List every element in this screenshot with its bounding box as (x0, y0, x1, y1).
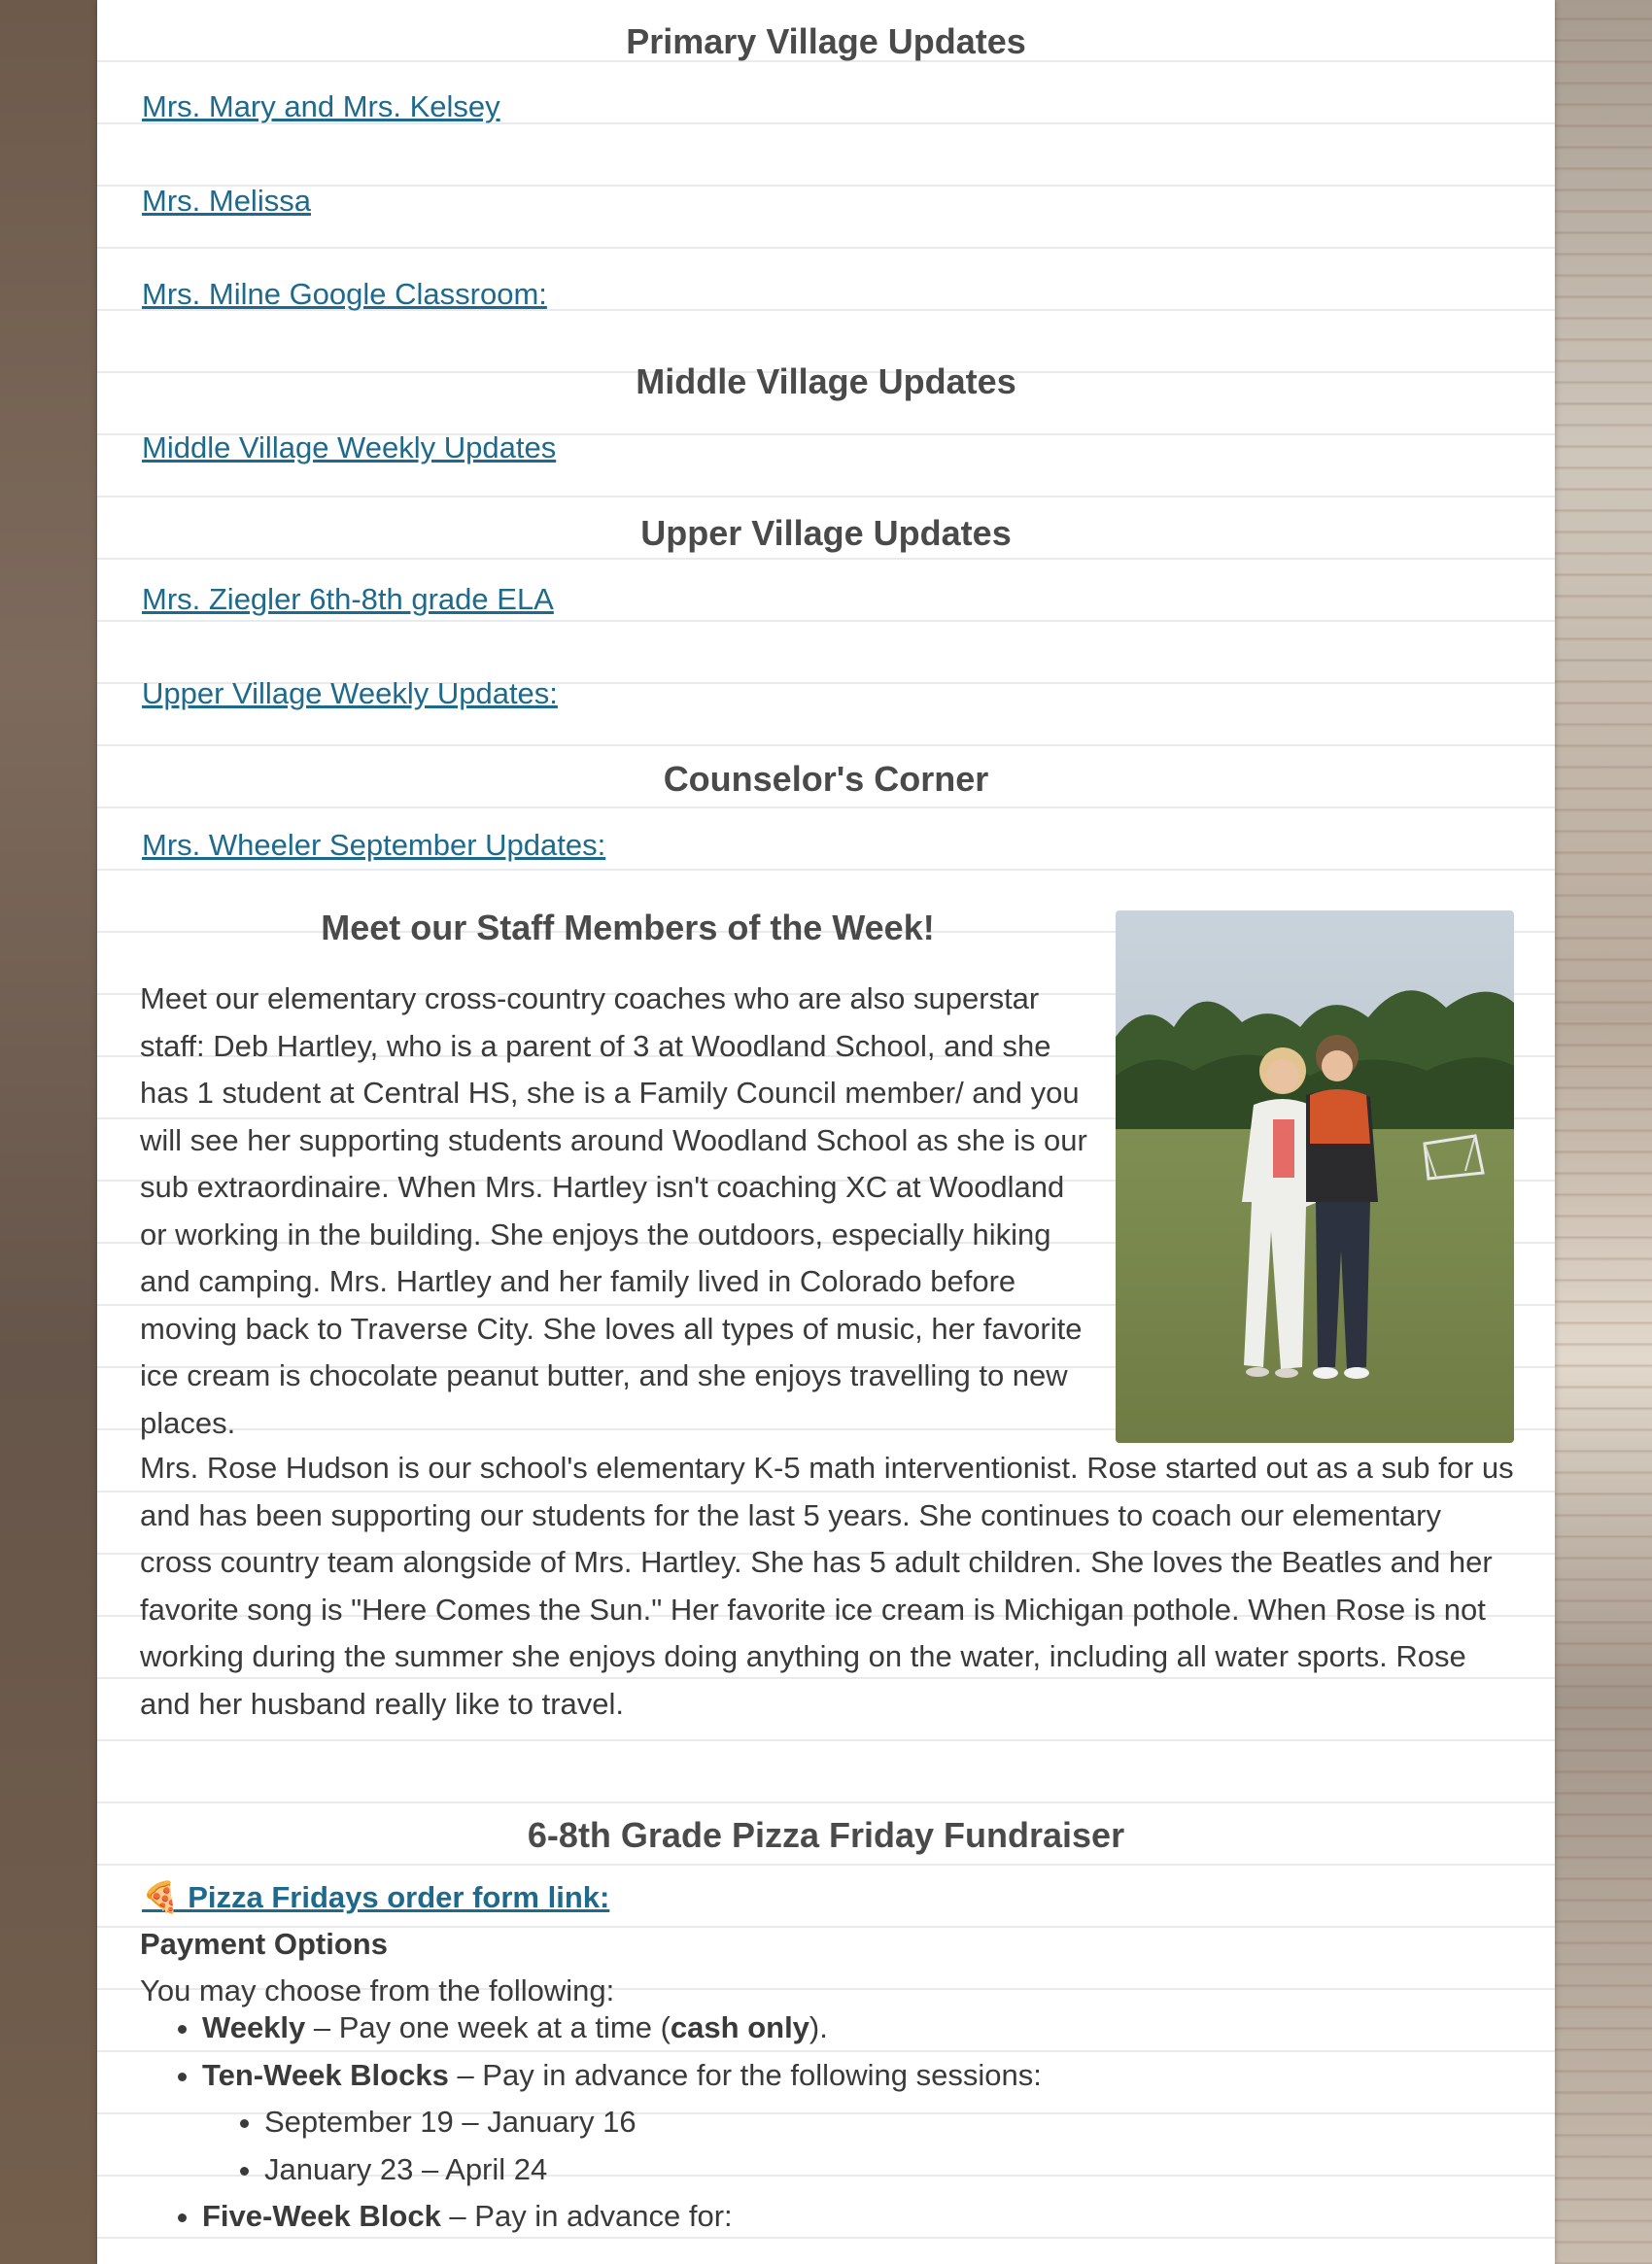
link-upper-weekly[interactable]: Upper Village Weekly Updates: (142, 676, 558, 710)
option-five-week (202, 2193, 1042, 2241)
session-item: • January 23 – April 24 (264, 2146, 1042, 2194)
newsletter-page (97, 0, 1555, 2264)
option-weekly (202, 2005, 1042, 2052)
pizza-heading: 6-8th Grade Pizza Friday Fundraiser (527, 1815, 1125, 1855)
link-milne-classroom[interactable]: Mrs. Milne Google Classroom: (142, 277, 547, 311)
primary-village-heading: Primary Village Updates (626, 21, 1026, 61)
option-weekly-bold: cash only (670, 2010, 809, 2044)
option-weekly-label: Weekly (202, 2010, 306, 2044)
middle-village-heading: Middle Village Updates (636, 361, 1016, 401)
session-item: • September 19 – January 16 (264, 2099, 1042, 2146)
upper-village-heading: Upper Village Updates (640, 513, 1012, 553)
background-left (0, 0, 97, 2264)
option-ten-week (202, 2052, 1042, 2194)
staff-paragraph-hudson: Mrs. Rose Hudson is our school's elementary K-5 math interventionist. Rose started out as a sub for us and has been supporting our students for the last 5 years. She continues to coach our elementary cross country team alongside of Mrs. Hartley. She has 5 adult children. She loves the Beatles and her favorite song is "Here Comes the Sun." Her favorite ice cream is Michigan pothole. When Rose is not working during the summer she enjoys doing anything on the water, including all water sports. Rose and her husband really like to travel. (140, 1451, 1514, 1721)
link-middle-weekly[interactable]: Middle Village Weekly Updates (142, 430, 557, 464)
payment-options-list (140, 2005, 1042, 2241)
link-melissa[interactable]: Mrs. Melissa (142, 184, 311, 218)
ten-week-sessions (202, 2099, 1042, 2193)
link-wheeler-updates[interactable]: Mrs. Wheeler September Updates: (142, 828, 606, 862)
option-weekly-text-a: – Pay one week at a time ( (305, 2010, 671, 2044)
option-ten-label: Ten-Week Blocks (202, 2057, 449, 2092)
link-mary-kelsey[interactable]: Mrs. Mary and Mrs. Kelsey (142, 89, 500, 123)
option-five-text: – Pay in advance for: (440, 2199, 733, 2233)
link-ziegler-ela[interactable]: Mrs. Ziegler 6th-8th grade ELA (142, 582, 554, 616)
pizza-order-form-link[interactable]: 🍕 Pizza Fridays order form link: (142, 1880, 610, 1914)
payment-options-heading: Payment Options (140, 1927, 388, 1961)
option-ten-text: – Pay in advance for the following sessions: (448, 2057, 1042, 2092)
background-books (1555, 0, 1652, 2264)
option-weekly-text-b: ). (809, 2010, 828, 2044)
option-five-label: Five-Week Block (202, 2199, 441, 2233)
staff-heading: Meet our Staff Members of the Week! (321, 908, 935, 947)
payment-intro: You may choose from the following: (140, 1973, 615, 2007)
counselor-heading: Counselor's Corner (663, 759, 989, 799)
staff-photo (1116, 910, 1514, 1443)
staff-paragraph-hartley: Meet our elementary cross-country coaches who are also superstar staff: Deb Hartley, who is a parent of 3 at Woodland School, and she has 1 student at Central HS, she is a Family Council member/ and you will see her supporting students around Woodland School as she is our sub extraordinaire. When Mrs. Hartley isn't coaching XC at Woodland or working in the building. She enjoys the outdoors, especially hiking and camping. Mrs. Hartley and her family lived in Colorado before moving back to Traverse City. She loves all types of music, her favorite ice cream is chocolate peanut butter, and she enjoys travelling to new places. (140, 981, 1087, 1440)
